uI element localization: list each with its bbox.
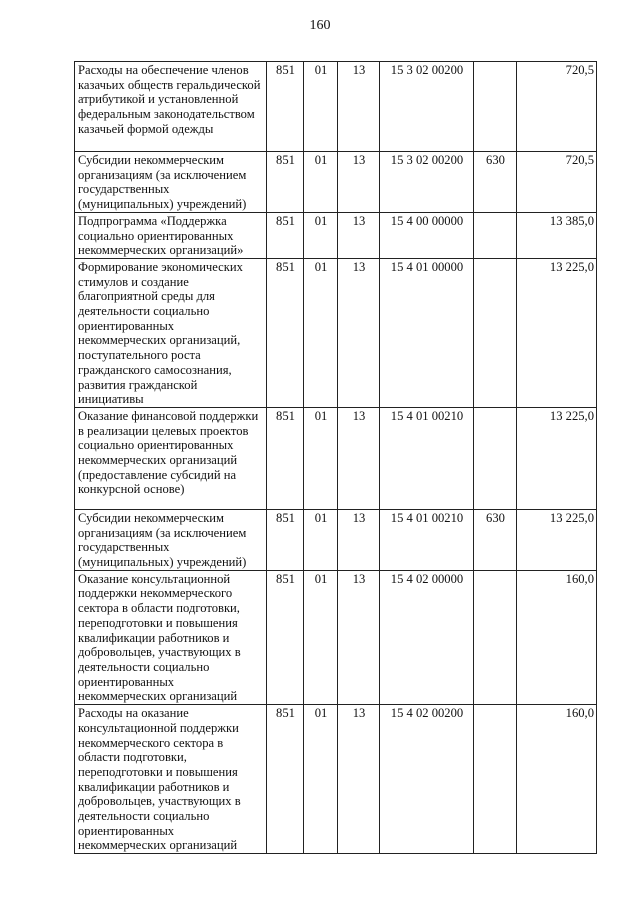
subsection-code-cell: 13 <box>338 407 380 509</box>
ministry-code-cell: 851 <box>267 509 304 570</box>
row-name-cell: Формирование экономических стимулов и создание благоприятной среды для деятельности социально ориентированных некоммерческих организаций, поступательного роста гражданского самосознания, развития гражданской инициативы <box>75 258 267 407</box>
table-row <box>75 62 597 152</box>
table-row <box>75 407 597 509</box>
amount-cell: 13 225,0 <box>517 407 597 509</box>
section-code-cell: 01 <box>304 212 338 258</box>
expense-type-cell <box>474 212 517 258</box>
section-code-cell: 01 <box>304 407 338 509</box>
amount-cell: 720,5 <box>517 62 597 152</box>
row-name-cell: Оказание консультационной поддержки некоммерческого сектора в области подготовки, переподготовки и повышения квалификации работников и добровольцев, участвующих в деятельности социально ориентированных некоммерческих организаций <box>75 570 267 704</box>
section-code-cell: 01 <box>304 705 338 854</box>
subsection-code-cell: 13 <box>338 509 380 570</box>
subsection-code-cell: 13 <box>338 705 380 854</box>
amount-cell: 13 225,0 <box>517 509 597 570</box>
target-article-cell: 15 4 01 00210 <box>380 509 474 570</box>
subsection-code-cell: 13 <box>338 570 380 704</box>
target-article-cell: 15 3 02 00200 <box>380 62 474 152</box>
subsection-code-cell: 13 <box>338 152 380 213</box>
budget-table <box>74 61 597 854</box>
ministry-code-cell: 851 <box>267 152 304 213</box>
ministry-code-cell: 851 <box>267 62 304 152</box>
amount-cell: 13 385,0 <box>517 212 597 258</box>
row-name-cell: Подпрограмма «Поддержка социально ориентированных некоммерческих организаций» <box>75 212 267 258</box>
amount-cell: 160,0 <box>517 705 597 854</box>
budget-table-body <box>75 62 597 854</box>
subsection-code-cell: 13 <box>338 212 380 258</box>
target-article-cell: 15 4 01 00210 <box>380 407 474 509</box>
target-article-cell: 15 4 02 00200 <box>380 705 474 854</box>
amount-cell: 13 225,0 <box>517 258 597 407</box>
section-code-cell: 01 <box>304 62 338 152</box>
ministry-code-cell: 851 <box>267 570 304 704</box>
subsection-code-cell: 13 <box>338 258 380 407</box>
row-name-cell: Расходы на оказание консультационной поддержки некоммерческого сектора в области подготовки, переподготовки и повышения квалификации работников и добровольцев, участвующих в деятельности социально ориентированных некоммерческих организаций <box>75 705 267 854</box>
row-name-cell: Субсидии некоммерческим организациям (за исключением государственных (муниципальных) учреждений) <box>75 152 267 213</box>
amount-cell: 720,5 <box>517 152 597 213</box>
subsection-code-cell: 13 <box>338 62 380 152</box>
row-name-cell: Расходы на обеспечение членов казачьих обществ геральдической атрибутикой и установленной федеральным законодательством казачьей формой одежды <box>75 62 267 152</box>
target-article-cell: 15 4 02 00000 <box>380 570 474 704</box>
section-code-cell: 01 <box>304 258 338 407</box>
table-row <box>75 570 597 704</box>
ministry-code-cell: 851 <box>267 705 304 854</box>
expense-type-cell <box>474 62 517 152</box>
ministry-code-cell: 851 <box>267 407 304 509</box>
target-article-cell: 15 3 02 00200 <box>380 152 474 213</box>
target-article-cell: 15 4 01 00000 <box>380 258 474 407</box>
row-name-cell: Субсидии некоммерческим организациям (за исключением государственных (муниципальных) учреждений) <box>75 509 267 570</box>
expense-type-cell <box>474 705 517 854</box>
expense-type-cell: 630 <box>474 509 517 570</box>
table-row <box>75 212 597 258</box>
expense-type-cell <box>474 258 517 407</box>
page-number: 160 <box>309 18 331 33</box>
section-code-cell: 01 <box>304 509 338 570</box>
row-name-cell: Оказание финансовой поддержки в реализации целевых проектов социально ориентированных некоммерческих организаций (предоставление субсидий на конкурсной основе) <box>75 407 267 509</box>
table-row <box>75 705 597 854</box>
table-row <box>75 258 597 407</box>
expense-type-cell <box>474 570 517 704</box>
amount-cell: 160,0 <box>517 570 597 704</box>
table-row <box>75 509 597 570</box>
ministry-code-cell: 851 <box>267 258 304 407</box>
target-article-cell: 15 4 00 00000 <box>380 212 474 258</box>
ministry-code-cell: 851 <box>267 212 304 258</box>
expense-type-cell: 630 <box>474 152 517 213</box>
section-code-cell: 01 <box>304 570 338 704</box>
section-code-cell: 01 <box>304 152 338 213</box>
expense-type-cell <box>474 407 517 509</box>
table-row <box>75 152 597 213</box>
